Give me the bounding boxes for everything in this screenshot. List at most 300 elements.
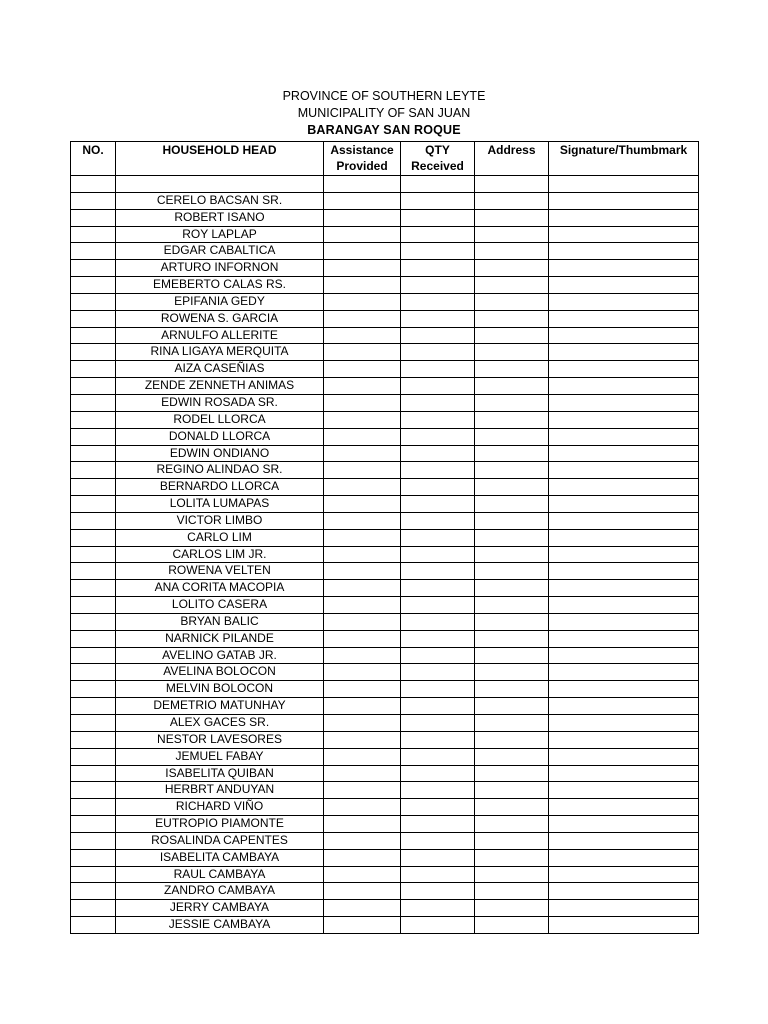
cell-signature bbox=[549, 765, 699, 782]
cell-no bbox=[71, 715, 116, 732]
cell-qty-received bbox=[401, 782, 475, 799]
cell-no bbox=[71, 361, 116, 378]
table-row bbox=[71, 327, 699, 344]
cell-household-head: BERNARDO LLORCA bbox=[116, 479, 324, 496]
cell-qty-received bbox=[401, 731, 475, 748]
cell-qty-received bbox=[401, 698, 475, 715]
cell-qty-received bbox=[401, 546, 475, 563]
cell-household-head: ANA CORITA MACOPIA bbox=[116, 580, 324, 597]
cell-assistance-provided bbox=[324, 192, 401, 209]
column-header-no-label: NO. bbox=[82, 143, 104, 157]
cell-assistance-provided bbox=[324, 209, 401, 226]
cell-assistance-provided bbox=[324, 176, 401, 193]
cell-address bbox=[475, 900, 549, 917]
cell-address bbox=[475, 378, 549, 395]
cell-assistance-provided bbox=[324, 496, 401, 513]
cell-household-head: CERELO BACSAN SR. bbox=[116, 192, 324, 209]
cell-address bbox=[475, 630, 549, 647]
cell-household-head: LOLITA LUMAPAS bbox=[116, 496, 324, 513]
cell-assistance-provided bbox=[324, 310, 401, 327]
cell-qty-received bbox=[401, 226, 475, 243]
cell-household-head: RINA LIGAYA MERQUITA bbox=[116, 344, 324, 361]
cell-no bbox=[71, 277, 116, 294]
table-row bbox=[71, 748, 699, 765]
cell-assistance-provided bbox=[324, 597, 401, 614]
cell-assistance-provided bbox=[324, 512, 401, 529]
cell-address bbox=[475, 832, 549, 849]
cell-signature bbox=[549, 580, 699, 597]
cell-household-head: RAUL CAMBAYA bbox=[116, 866, 324, 883]
cell-address bbox=[475, 394, 549, 411]
cell-assistance-provided bbox=[324, 715, 401, 732]
cell-assistance-provided bbox=[324, 394, 401, 411]
column-header-assistance-provided bbox=[324, 142, 401, 176]
cell-signature bbox=[549, 327, 699, 344]
cell-address bbox=[475, 799, 549, 816]
table-row bbox=[71, 731, 699, 748]
cell-no bbox=[71, 563, 116, 580]
cell-qty-received bbox=[401, 277, 475, 294]
cell-assistance-provided bbox=[324, 849, 401, 866]
cell-address bbox=[475, 411, 549, 428]
cell-address bbox=[475, 647, 549, 664]
cell-qty-received bbox=[401, 361, 475, 378]
cell-household-head: ROWENA VELTEN bbox=[116, 563, 324, 580]
cell-signature bbox=[549, 664, 699, 681]
cell-qty-received bbox=[401, 866, 475, 883]
cell-address bbox=[475, 462, 549, 479]
table-body bbox=[71, 176, 699, 934]
column-header-address-label: Address bbox=[487, 143, 536, 157]
cell-qty-received bbox=[401, 496, 475, 513]
cell-no bbox=[71, 445, 116, 462]
cell-qty-received bbox=[401, 512, 475, 529]
cell-qty-received bbox=[401, 209, 475, 226]
cell-qty-received bbox=[401, 883, 475, 900]
household-roster-table bbox=[70, 141, 699, 934]
cell-household-head: ALEX GACES SR. bbox=[116, 715, 324, 732]
cell-signature bbox=[549, 782, 699, 799]
table-row bbox=[71, 445, 699, 462]
cell-qty-received bbox=[401, 664, 475, 681]
cell-assistance-provided bbox=[324, 293, 401, 310]
cell-qty-received bbox=[401, 411, 475, 428]
table-row bbox=[71, 866, 699, 883]
cell-qty-received bbox=[401, 445, 475, 462]
cell-household-head: ARTURO INFORNON bbox=[116, 260, 324, 277]
cell-no bbox=[71, 816, 116, 833]
cell-no bbox=[71, 176, 116, 193]
cell-qty-received bbox=[401, 310, 475, 327]
cell-signature bbox=[549, 816, 699, 833]
table-row bbox=[71, 243, 699, 260]
cell-household-head: HERBRT ANDUYAN bbox=[116, 782, 324, 799]
cell-address bbox=[475, 580, 549, 597]
cell-signature bbox=[549, 310, 699, 327]
cell-qty-received bbox=[401, 192, 475, 209]
cell-no bbox=[71, 917, 116, 934]
cell-assistance-provided bbox=[324, 866, 401, 883]
column-header-qty-received bbox=[401, 142, 475, 176]
table-row bbox=[71, 293, 699, 310]
table-row bbox=[71, 647, 699, 664]
cell-signature bbox=[549, 546, 699, 563]
cell-address bbox=[475, 445, 549, 462]
cell-address bbox=[475, 546, 549, 563]
cell-assistance-provided bbox=[324, 344, 401, 361]
cell-assistance-provided bbox=[324, 580, 401, 597]
cell-no bbox=[71, 529, 116, 546]
column-header-address bbox=[475, 142, 549, 176]
cell-signature bbox=[549, 748, 699, 765]
cell-household-head: ISABELITA CAMBAYA bbox=[116, 849, 324, 866]
cell-assistance-provided bbox=[324, 630, 401, 647]
column-header-qty-line2: Received bbox=[411, 159, 464, 173]
cell-address bbox=[475, 260, 549, 277]
column-header-assistance-line2: Provided bbox=[336, 159, 388, 173]
cell-household-head: LOLITO CASERA bbox=[116, 597, 324, 614]
cell-signature bbox=[549, 630, 699, 647]
cell-assistance-provided bbox=[324, 917, 401, 934]
cell-assistance-provided bbox=[324, 664, 401, 681]
cell-address bbox=[475, 563, 549, 580]
cell-assistance-provided bbox=[324, 883, 401, 900]
cell-qty-received bbox=[401, 832, 475, 849]
table-header bbox=[71, 142, 699, 176]
cell-no bbox=[71, 748, 116, 765]
cell-signature bbox=[549, 260, 699, 277]
cell-signature bbox=[549, 698, 699, 715]
cell-no bbox=[71, 462, 116, 479]
cell-household-head: JEMUEL FABAY bbox=[116, 748, 324, 765]
table-row bbox=[71, 698, 699, 715]
cell-address bbox=[475, 782, 549, 799]
table-row bbox=[71, 394, 699, 411]
cell-signature bbox=[549, 462, 699, 479]
table-row bbox=[71, 597, 699, 614]
cell-no bbox=[71, 394, 116, 411]
cell-qty-received bbox=[401, 715, 475, 732]
cell-signature bbox=[549, 378, 699, 395]
cell-qty-received bbox=[401, 394, 475, 411]
table-row bbox=[71, 428, 699, 445]
table-row bbox=[71, 529, 699, 546]
cell-assistance-provided bbox=[324, 563, 401, 580]
cell-qty-received bbox=[401, 681, 475, 698]
table-row bbox=[71, 411, 699, 428]
cell-no bbox=[71, 731, 116, 748]
table-row bbox=[71, 310, 699, 327]
cell-assistance-provided bbox=[324, 361, 401, 378]
cell-signature bbox=[549, 243, 699, 260]
table-row bbox=[71, 192, 699, 209]
cell-qty-received bbox=[401, 597, 475, 614]
table-row bbox=[71, 496, 699, 513]
table-row bbox=[71, 176, 699, 193]
table-row bbox=[71, 883, 699, 900]
cell-no bbox=[71, 310, 116, 327]
table-row bbox=[71, 765, 699, 782]
cell-assistance-provided bbox=[324, 226, 401, 243]
cell-no bbox=[71, 344, 116, 361]
cell-household-head: EDWIN ROSADA SR. bbox=[116, 394, 324, 411]
cell-address bbox=[475, 512, 549, 529]
cell-no bbox=[71, 546, 116, 563]
cell-no bbox=[71, 411, 116, 428]
cell-no bbox=[71, 664, 116, 681]
cell-signature bbox=[549, 209, 699, 226]
column-header-household-head-label: HOUSEHOLD HEAD bbox=[162, 143, 277, 157]
cell-household-head: REGINO ALINDAO SR. bbox=[116, 462, 324, 479]
cell-signature bbox=[549, 226, 699, 243]
table-header-row bbox=[71, 142, 699, 176]
table-row bbox=[71, 715, 699, 732]
cell-signature bbox=[549, 563, 699, 580]
table-row bbox=[71, 900, 699, 917]
table-row bbox=[71, 849, 699, 866]
cell-address bbox=[475, 731, 549, 748]
cell-address bbox=[475, 277, 549, 294]
cell-address bbox=[475, 748, 549, 765]
cell-signature bbox=[549, 799, 699, 816]
cell-assistance-provided bbox=[324, 731, 401, 748]
cell-household-head: DEMETRIO MATUNHAY bbox=[116, 698, 324, 715]
cell-qty-received bbox=[401, 260, 475, 277]
cell-assistance-provided bbox=[324, 260, 401, 277]
table-row bbox=[71, 378, 699, 395]
cell-signature bbox=[549, 344, 699, 361]
cell-address bbox=[475, 597, 549, 614]
cell-assistance-provided bbox=[324, 428, 401, 445]
cell-no bbox=[71, 647, 116, 664]
cell-signature bbox=[549, 496, 699, 513]
cell-address bbox=[475, 192, 549, 209]
cell-assistance-provided bbox=[324, 462, 401, 479]
cell-no bbox=[71, 226, 116, 243]
cell-qty-received bbox=[401, 816, 475, 833]
cell-household-head: ROWENA S. GARCIA bbox=[116, 310, 324, 327]
cell-signature bbox=[549, 917, 699, 934]
cell-qty-received bbox=[401, 378, 475, 395]
cell-signature bbox=[549, 411, 699, 428]
cell-assistance-provided bbox=[324, 411, 401, 428]
cell-address bbox=[475, 310, 549, 327]
cell-signature bbox=[549, 176, 699, 193]
cell-signature bbox=[549, 597, 699, 614]
cell-qty-received bbox=[401, 748, 475, 765]
cell-assistance-provided bbox=[324, 529, 401, 546]
cell-household-head: AVELINO GATAB JR. bbox=[116, 647, 324, 664]
cell-assistance-provided bbox=[324, 613, 401, 630]
table-row bbox=[71, 344, 699, 361]
cell-address bbox=[475, 765, 549, 782]
cell-qty-received bbox=[401, 293, 475, 310]
cell-assistance-provided bbox=[324, 816, 401, 833]
cell-no bbox=[71, 630, 116, 647]
cell-signature bbox=[549, 849, 699, 866]
cell-no bbox=[71, 597, 116, 614]
cell-household-head: EUTROPIO PIAMONTE bbox=[116, 816, 324, 833]
province-title: PROVINCE OF SOUTHERN LEYTE bbox=[282, 89, 486, 103]
table-row bbox=[71, 563, 699, 580]
table-row bbox=[71, 479, 699, 496]
cell-assistance-provided bbox=[324, 277, 401, 294]
table-row bbox=[71, 630, 699, 647]
cell-address bbox=[475, 361, 549, 378]
cell-household-head: EDWIN ONDIANO bbox=[116, 445, 324, 462]
cell-address bbox=[475, 293, 549, 310]
cell-signature bbox=[549, 445, 699, 462]
cell-household-head: AIZA CASEÑIAS bbox=[116, 361, 324, 378]
table-row bbox=[71, 580, 699, 597]
table-row bbox=[71, 512, 699, 529]
cell-no bbox=[71, 765, 116, 782]
cell-address bbox=[475, 327, 549, 344]
cell-household-head: ISABELITA QUIBAN bbox=[116, 765, 324, 782]
cell-household-head: ROY LAPLAP bbox=[116, 226, 324, 243]
cell-signature bbox=[549, 900, 699, 917]
cell-qty-received bbox=[401, 529, 475, 546]
table-row bbox=[71, 681, 699, 698]
cell-signature bbox=[549, 361, 699, 378]
cell-no bbox=[71, 698, 116, 715]
cell-household-head: EPIFANIA GEDY bbox=[116, 293, 324, 310]
cell-household-head: BRYAN BALIC bbox=[116, 613, 324, 630]
cell-household-head: EMEBERTO CALAS RS. bbox=[116, 277, 324, 294]
cell-household-head: RICHARD VIÑO bbox=[116, 799, 324, 816]
table-row bbox=[71, 546, 699, 563]
cell-address bbox=[475, 428, 549, 445]
cell-signature bbox=[549, 681, 699, 698]
cell-qty-received bbox=[401, 344, 475, 361]
cell-no bbox=[71, 496, 116, 513]
cell-no bbox=[71, 192, 116, 209]
cell-assistance-provided bbox=[324, 900, 401, 917]
cell-household-head: DONALD LLORCA bbox=[116, 428, 324, 445]
cell-qty-received bbox=[401, 900, 475, 917]
cell-qty-received bbox=[401, 613, 475, 630]
column-header-household-head bbox=[116, 142, 324, 176]
cell-household-head: ARNULFO ALLERITE bbox=[116, 327, 324, 344]
cell-no bbox=[71, 866, 116, 883]
cell-household-head: ROBERT ISANO bbox=[116, 209, 324, 226]
cell-household-head: JERRY CAMBAYA bbox=[116, 900, 324, 917]
cell-address bbox=[475, 613, 549, 630]
table-row bbox=[71, 260, 699, 277]
cell-address bbox=[475, 849, 549, 866]
cell-qty-received bbox=[401, 647, 475, 664]
table-row bbox=[71, 462, 699, 479]
cell-address bbox=[475, 917, 549, 934]
cell-signature bbox=[549, 883, 699, 900]
cell-household-head: EDGAR CABALTICA bbox=[116, 243, 324, 260]
cell-address bbox=[475, 681, 549, 698]
cell-qty-received bbox=[401, 849, 475, 866]
cell-address bbox=[475, 479, 549, 496]
cell-household-head: VICTOR LIMBO bbox=[116, 512, 324, 529]
cell-qty-received bbox=[401, 799, 475, 816]
column-header-no bbox=[71, 142, 116, 176]
cell-household-head: CARLO LIM bbox=[116, 529, 324, 546]
cell-address bbox=[475, 176, 549, 193]
table-row bbox=[71, 917, 699, 934]
municipality-title: MUNICIPALITY OF SAN JUAN bbox=[297, 106, 471, 120]
table-row bbox=[71, 832, 699, 849]
cell-signature bbox=[549, 192, 699, 209]
table-row bbox=[71, 613, 699, 630]
cell-qty-received bbox=[401, 917, 475, 934]
cell-signature bbox=[549, 731, 699, 748]
cell-no bbox=[71, 883, 116, 900]
cell-assistance-provided bbox=[324, 765, 401, 782]
table-row bbox=[71, 799, 699, 816]
cell-qty-received bbox=[401, 462, 475, 479]
cell-assistance-provided bbox=[324, 698, 401, 715]
cell-household-head: NESTOR LAVESORES bbox=[116, 731, 324, 748]
document-header bbox=[0, 88, 768, 139]
cell-qty-received bbox=[401, 479, 475, 496]
cell-no bbox=[71, 782, 116, 799]
cell-no bbox=[71, 428, 116, 445]
cell-household-head: JESSIE CAMBAYA bbox=[116, 917, 324, 934]
cell-household-head: CARLOS LIM JR. bbox=[116, 546, 324, 563]
cell-signature bbox=[549, 394, 699, 411]
cell-assistance-provided bbox=[324, 748, 401, 765]
cell-qty-received bbox=[401, 580, 475, 597]
column-header-assistance-line1: Assistance bbox=[330, 143, 394, 157]
cell-qty-received bbox=[401, 327, 475, 344]
table-row bbox=[71, 664, 699, 681]
cell-household-head bbox=[116, 176, 324, 193]
cell-no bbox=[71, 243, 116, 260]
column-header-signature bbox=[549, 142, 699, 176]
cell-assistance-provided bbox=[324, 546, 401, 563]
cell-qty-received bbox=[401, 563, 475, 580]
cell-signature bbox=[549, 832, 699, 849]
cell-assistance-provided bbox=[324, 479, 401, 496]
cell-qty-received bbox=[401, 765, 475, 782]
cell-no bbox=[71, 512, 116, 529]
cell-assistance-provided bbox=[324, 799, 401, 816]
table-row bbox=[71, 782, 699, 799]
cell-address bbox=[475, 344, 549, 361]
cell-household-head: RODEL LLORCA bbox=[116, 411, 324, 428]
cell-no bbox=[71, 260, 116, 277]
table-row bbox=[71, 209, 699, 226]
cell-no bbox=[71, 293, 116, 310]
cell-signature bbox=[549, 293, 699, 310]
table-row bbox=[71, 226, 699, 243]
cell-signature bbox=[549, 479, 699, 496]
cell-signature bbox=[549, 715, 699, 732]
cell-household-head: NARNICK PILANDE bbox=[116, 630, 324, 647]
cell-no bbox=[71, 900, 116, 917]
cell-household-head: MELVIN BOLOCON bbox=[116, 681, 324, 698]
table-row bbox=[71, 277, 699, 294]
cell-signature bbox=[549, 647, 699, 664]
cell-assistance-provided bbox=[324, 681, 401, 698]
cell-no bbox=[71, 327, 116, 344]
cell-no bbox=[71, 681, 116, 698]
cell-assistance-provided bbox=[324, 243, 401, 260]
cell-no bbox=[71, 479, 116, 496]
cell-address bbox=[475, 529, 549, 546]
cell-signature bbox=[549, 529, 699, 546]
cell-assistance-provided bbox=[324, 647, 401, 664]
cell-household-head: ZANDRO CAMBAYA bbox=[116, 883, 324, 900]
cell-signature bbox=[549, 512, 699, 529]
cell-household-head: ZENDE ZENNETH ANIMAS bbox=[116, 378, 324, 395]
